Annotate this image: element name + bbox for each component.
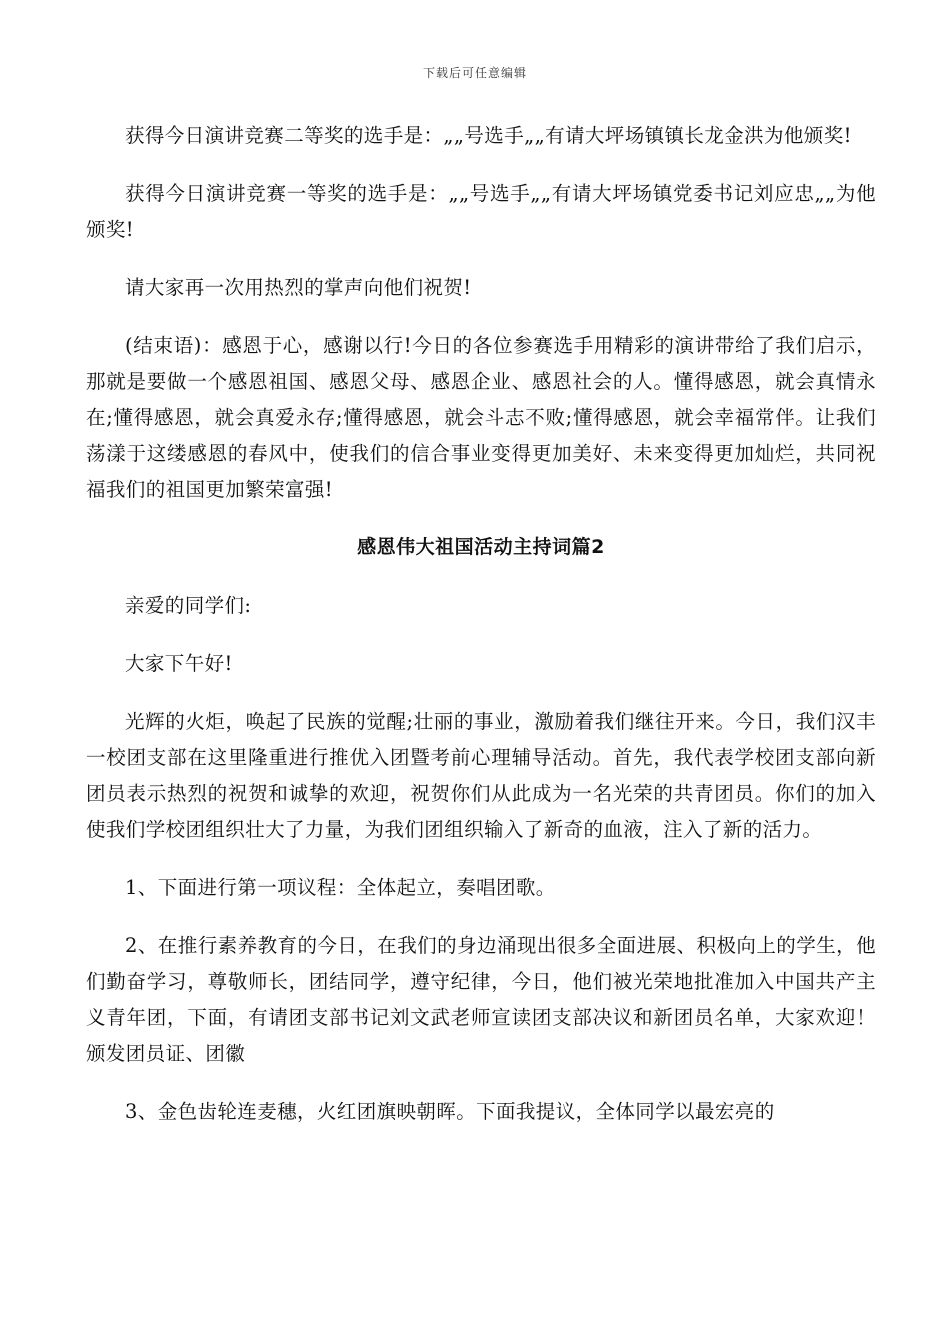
paragraph: (结束语)：感恩于心，感谢以行!今日的各位参赛选手用精彩的演讲带给了我们启示，那就是要做一个感恩祖国、感恩父母、感恩企业、感恩社会的人。懂得感恩，就会真情永在;懂得感恩，就会真爱永存;懂得感恩，就会斗志不败;懂得感恩，就会幸福常伴。让我们荡漾于这缕感恩的春风中，使我们的信合事业变得更加美好、未来变得更加灿烂，共同祝福我们的祖国更加繁荣富强! xyxy=(86,334,876,501)
paragraph: 获得今日演讲竞赛一等奖的选手是：„„号选手„„有请大坪场镇党委书记刘应忠„„为他颁奖! xyxy=(86,182,876,241)
page-header: 下载后可任意编辑 xyxy=(422,66,527,80)
document-body xyxy=(86,118,876,1152)
paragraph: 1、下面进行第一项议程：全体起立，奏唱团歌。 xyxy=(125,876,556,899)
paragraph: 获得今日演讲竞赛二等奖的选手是：„„号选手„„有请大坪场镇镇长龙金洪为他颁奖! xyxy=(125,124,852,147)
paragraph: 大家下午好! xyxy=(125,652,233,675)
paragraph: 光辉的火炬，唤起了民族的觉醒;壮丽的事业，激励着我们继往开来。今日，我们汉丰一校团支部在这里隆重进行推优入团暨考前心理辅导活动。首先，我代表学校团支部向新团员表示热烈的祝贺和诚挚的欢迎，祝贺你们从此成为一名光荣的共青团员。你们的加入使我们学校团组织壮大了力量，为我们团组织输入了新奇的血液，注入了新的活力。 xyxy=(86,710,876,841)
paragraph: 3、金色齿轮连麦穗，火红团旗映朝晖。下面我提议，全体同学以最宏亮的 xyxy=(125,1100,775,1123)
section-title: 感恩伟大祖国活动主持词篇2 xyxy=(357,536,605,558)
paragraph: 亲爱的同学们: xyxy=(125,594,252,617)
paragraph: 2、在推行素养教育的今日，在我们的身边涌现出很多全面进展、积极向上的学生，他们勤奋学习，尊敬师长，团结同学，遵守纪律，今日，他们被光荣地批准加入中国共产主义青年团，下面，有请团支部书记刘文武老师宣读团支部决议和新团员名单，大家欢迎！颁发团员证、团徽 xyxy=(86,934,876,1065)
paragraph: 请大家再一次用热烈的掌声向他们祝贺! xyxy=(125,276,472,299)
